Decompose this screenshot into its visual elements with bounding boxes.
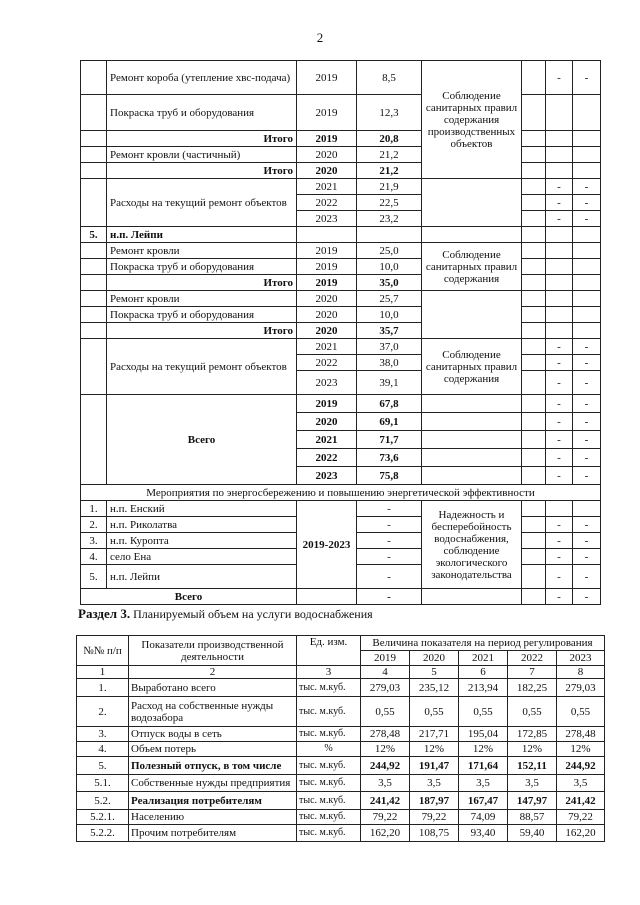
value-cell: -: [357, 589, 422, 605]
section-heading: [78, 606, 373, 622]
value-cell: 244,92: [361, 757, 410, 775]
table-row: [81, 307, 601, 323]
row-number: 5.: [81, 565, 107, 589]
value-cell: 59,40: [508, 825, 557, 842]
year-cell: 2019: [297, 95, 357, 131]
year-cell: 2019: [297, 243, 357, 259]
unit-cell: тыс. м.куб.: [297, 775, 361, 792]
purpose-note: Соблюдение санитарных правил содержания: [422, 243, 522, 291]
table-row: [77, 825, 605, 842]
year-cell: 2020: [297, 291, 357, 307]
measure-name: Расходы на текущий ремонт объектов: [107, 179, 297, 227]
value-cell: -: [357, 565, 422, 589]
value-cell: 0,55: [508, 697, 557, 727]
value-cell: 21,2: [357, 163, 422, 179]
table-row: [81, 323, 601, 339]
table-row: 2022 38,0 - -: [81, 355, 601, 371]
value-cell: 108,75: [410, 825, 459, 842]
table-row: [81, 95, 601, 131]
unit-cell: тыс. м.куб.: [297, 697, 361, 727]
purpose-note: Соблюдение санитарных правил содержания производственных объектов: [422, 61, 522, 179]
row-number: 5.2.1.: [77, 810, 129, 825]
year-cell: 2021: [297, 339, 357, 355]
unit-cell: тыс. м.куб.: [297, 810, 361, 825]
value-cell: 79,22: [361, 810, 410, 825]
column-numbers-row: 1 2 3 4 5 6 7 8: [77, 666, 605, 679]
year-cell: 2021: [297, 179, 357, 195]
value-cell: -: [357, 501, 422, 517]
value-cell: 20,8: [357, 131, 422, 147]
page-number: 2: [316, 30, 324, 45]
value-cell: 0,55: [557, 697, 605, 727]
table-row: [81, 501, 601, 517]
year-header: 2019: [361, 651, 410, 666]
value-cell: 3,5: [459, 775, 508, 792]
section-label: Раздел 3.: [78, 606, 131, 621]
col-unit-header: Ед. изм.: [297, 636, 361, 666]
value-cell: 22,5: [357, 195, 422, 211]
table-row: [77, 792, 605, 810]
value-cell: 73,6: [357, 449, 422, 467]
row-number: 5.2.2.: [77, 825, 129, 842]
year-header: 2022: [508, 651, 557, 666]
row-number: 1.: [81, 501, 107, 517]
table-row: [77, 775, 605, 792]
year-cell: 2023: [297, 371, 357, 395]
empty-cell: [522, 61, 546, 95]
table-row: Расходы на текущий ремонт объектов 2021 37,0 Соблюдение санитарных правил содержания - -: [81, 339, 601, 355]
year-cell: 2020: [297, 307, 357, 323]
value-cell: 35,7: [357, 323, 422, 339]
settlement-name: н.п. Куропта: [107, 533, 297, 549]
measure-name: Покраска труб и оборудования: [107, 259, 297, 275]
table-row: 2023 39,1 - -: [81, 371, 601, 395]
value-cell: 12%: [410, 742, 459, 757]
settlement-name: н.п. Енский: [107, 501, 297, 517]
section-number: 5.: [81, 227, 107, 243]
col-indicator-header: Показатели производственной деятельности: [129, 636, 297, 666]
value-cell: 0,55: [361, 697, 410, 727]
table-row: [81, 61, 601, 95]
dash-cell: -: [573, 61, 601, 95]
table-row: [81, 259, 601, 275]
measure-name: Ремонт кровли: [107, 243, 297, 259]
year-header: 2021: [459, 651, 508, 666]
value-cell: 152,11: [508, 757, 557, 775]
row-number: 3.: [77, 727, 129, 742]
section-title: Планируемый объем на услуги водоснабжения: [133, 607, 373, 621]
table-row: [77, 757, 605, 775]
value-cell: 35,0: [357, 275, 422, 291]
value-cell: 3,5: [508, 775, 557, 792]
table-row: 2. н.п. Риколатва - - -: [81, 517, 601, 533]
year-cell: 2020: [297, 413, 357, 431]
measure-name: Покраска труб и оборудования: [107, 307, 297, 323]
value-cell: 279,03: [557, 679, 605, 697]
settlement-name: н.п. Лейпи: [107, 565, 297, 589]
row-number: 1.: [77, 679, 129, 697]
value-cell: 8,5: [357, 61, 422, 95]
year-cell: 2022: [297, 355, 357, 371]
value-cell: 21,2: [357, 147, 422, 163]
value-cell: -: [357, 517, 422, 533]
measure-name: Ремонт кровли: [107, 291, 297, 307]
value-cell: 182,25: [508, 679, 557, 697]
value-cell: 79,22: [557, 810, 605, 825]
value-cell: 38,0: [357, 355, 422, 371]
measure-name: Ремонт кровли (частичный): [107, 147, 297, 163]
value-cell: 88,57: [508, 810, 557, 825]
value-cell: -: [357, 549, 422, 565]
value-cell: 23,2: [357, 211, 422, 227]
year-cell: 2019: [297, 131, 357, 147]
settlement-name: н.п. Риколатва: [107, 517, 297, 533]
value-cell: 3,5: [361, 775, 410, 792]
row-number: 2.: [81, 517, 107, 533]
year-header: 2023: [557, 651, 605, 666]
year-cell: 2023: [297, 467, 357, 485]
value-cell: 0,55: [459, 697, 508, 727]
measure-name: Ремонт короба (утепление хвс-подача): [107, 61, 297, 95]
unit-cell: тыс. м.куб.: [297, 727, 361, 742]
value-cell: 12%: [557, 742, 605, 757]
indicator-name: Расход на собственные нужды водозабора: [129, 697, 297, 727]
value-cell: 167,47: [459, 792, 508, 810]
table-row: 3. н.п. Куропта - - -: [81, 533, 601, 549]
year-cell: 2019: [297, 259, 357, 275]
value-cell: 10,0: [357, 259, 422, 275]
table-row: 4. село Ена - - -: [81, 549, 601, 565]
value-cell: 172,85: [508, 727, 557, 742]
value-cell: 79,22: [410, 810, 459, 825]
indicator-name: Собственные нужды предприятия: [129, 775, 297, 792]
value-cell: -: [357, 533, 422, 549]
value-cell: 191,47: [410, 757, 459, 775]
table-row: [81, 243, 601, 259]
year-cell: 2023: [297, 211, 357, 227]
total-row: 2021 71,7 - -: [81, 431, 601, 449]
value-cell: 0,55: [410, 697, 459, 727]
row-number: 5.1.: [77, 775, 129, 792]
year-cell: 2020: [297, 323, 357, 339]
section-row: [81, 227, 601, 243]
value-cell: 3,5: [557, 775, 605, 792]
value-cell: 162,20: [361, 825, 410, 842]
value-cell: 12%: [508, 742, 557, 757]
table-row: 5. н.п. Лейпи - - -: [81, 565, 601, 589]
table-row: [77, 742, 605, 757]
energy-total-label: Всего: [81, 589, 297, 605]
subtotal-label: Итого: [107, 275, 297, 291]
energy-purpose-note: Надежность и бесперебойность водоснабжения, соблюдение экологического законодательства: [422, 501, 522, 589]
measure-name: Покраска труб и оборудования: [107, 95, 297, 131]
value-cell: 217,71: [410, 727, 459, 742]
value-cell: 74,09: [459, 810, 508, 825]
row-number: 5.2.: [77, 792, 129, 810]
year-cell: 2021: [297, 431, 357, 449]
value-cell: 278,48: [557, 727, 605, 742]
year-header: 2020: [410, 651, 459, 666]
table-row: [81, 147, 601, 163]
total-row: 2020 69,1 - -: [81, 413, 601, 431]
value-cell: 25,7: [357, 291, 422, 307]
energy-section-header: Мероприятия по энергосбережению и повышению энергетической эффективности: [81, 485, 601, 501]
value-cell: 37,0: [357, 339, 422, 355]
table-row: [81, 131, 601, 147]
value-cell: 195,04: [459, 727, 508, 742]
row-number: 2.: [77, 697, 129, 727]
year-cell: 2019: [297, 395, 357, 413]
value-cell: 278,48: [361, 727, 410, 742]
row-number: 4.: [81, 549, 107, 565]
col-num-header: №№ п/п: [77, 636, 129, 666]
energy-total-row: Всего - - -: [81, 589, 601, 605]
repair-measures-table: [80, 60, 601, 605]
energy-period: 2019-2023: [297, 501, 357, 589]
value-cell: 69,1: [357, 413, 422, 431]
measure-name: Расходы на текущий ремонт объектов: [107, 339, 297, 395]
value-cell: 71,7: [357, 431, 422, 449]
indicator-name: Выработано всего: [129, 679, 297, 697]
value-cell: 12%: [459, 742, 508, 757]
value-cell: 235,12: [410, 679, 459, 697]
value-cell: 147,97: [508, 792, 557, 810]
subtotal-label: Итого: [107, 131, 297, 147]
indicator-name: Объем потерь: [129, 742, 297, 757]
year-cell: 2022: [297, 449, 357, 467]
value-cell: 21,9: [357, 179, 422, 195]
water-supply-volume-table: [76, 635, 605, 842]
year-cell: 2022: [297, 195, 357, 211]
value-cell: 75,8: [357, 467, 422, 485]
table-row: 2022 22,5 - -: [81, 195, 601, 211]
total-row: 2022 73,6 - -: [81, 449, 601, 467]
value-cell: 3,5: [410, 775, 459, 792]
value-cell: 93,40: [459, 825, 508, 842]
num-cell: [81, 61, 107, 95]
table-row: [81, 275, 601, 291]
unit-cell: тыс. м.куб.: [297, 757, 361, 775]
table-row: [77, 679, 605, 697]
year-cell: 2019: [297, 275, 357, 291]
energy-header-row: [81, 485, 601, 501]
value-cell: 39,1: [357, 371, 422, 395]
subtotal-label: Итого: [107, 323, 297, 339]
indicator-name: Полезный отпуск, в том числе: [129, 757, 297, 775]
indicator-name: Реализация потребителям: [129, 792, 297, 810]
value-cell: 67,8: [357, 395, 422, 413]
value-cell: 10,0: [357, 307, 422, 323]
total-label: Всего: [107, 395, 297, 485]
total-row: 2023 75,8 - -: [81, 467, 601, 485]
year-cell: 2019: [297, 61, 357, 95]
value-cell: 162,20: [557, 825, 605, 842]
unit-cell: %: [297, 742, 361, 757]
unit-cell: тыс. м.куб.: [297, 792, 361, 810]
value-cell: 12%: [361, 742, 410, 757]
unit-cell: тыс. м.куб.: [297, 679, 361, 697]
section-name: н.п. Лейпи: [107, 227, 297, 243]
table-row: [77, 727, 605, 742]
value-cell: 213,94: [459, 679, 508, 697]
row-number: 4.: [77, 742, 129, 757]
value-cell: 244,92: [557, 757, 605, 775]
subtotal-label: Итого: [107, 163, 297, 179]
table-row: [77, 810, 605, 825]
indicator-name: Прочим потребителям: [129, 825, 297, 842]
header-row: [77, 636, 605, 651]
value-cell: 25,0: [357, 243, 422, 259]
table-row: 2023 23,2 - -: [81, 211, 601, 227]
table-row: Расходы на текущий ремонт объектов 2021 21,9 - -: [81, 179, 601, 195]
indicator-name: Отпуск воды в сеть: [129, 727, 297, 742]
indicator-name: Населению: [129, 810, 297, 825]
table-row: [81, 291, 601, 307]
row-number: 3.: [81, 533, 107, 549]
value-cell: 241,42: [557, 792, 605, 810]
value-cell: 12,3: [357, 95, 422, 131]
value-cell: 187,97: [410, 792, 459, 810]
value-cell: 279,03: [361, 679, 410, 697]
table-row: [77, 697, 605, 727]
unit-cell: тыс. м.куб.: [297, 825, 361, 842]
settlement-name: село Ена: [107, 549, 297, 565]
table-row: [81, 163, 601, 179]
row-number: 5.: [77, 757, 129, 775]
total-row: Всего 2019 67,8 - -: [81, 395, 601, 413]
value-cell: 241,42: [361, 792, 410, 810]
purpose-note: Соблюдение санитарных правил содержания: [422, 339, 522, 395]
dash-cell: -: [546, 61, 573, 95]
year-cell: 2020: [297, 163, 357, 179]
value-cell: 171,64: [459, 757, 508, 775]
col-period-header: Величина показателя на период регулирования: [361, 636, 605, 651]
year-cell: 2020: [297, 147, 357, 163]
